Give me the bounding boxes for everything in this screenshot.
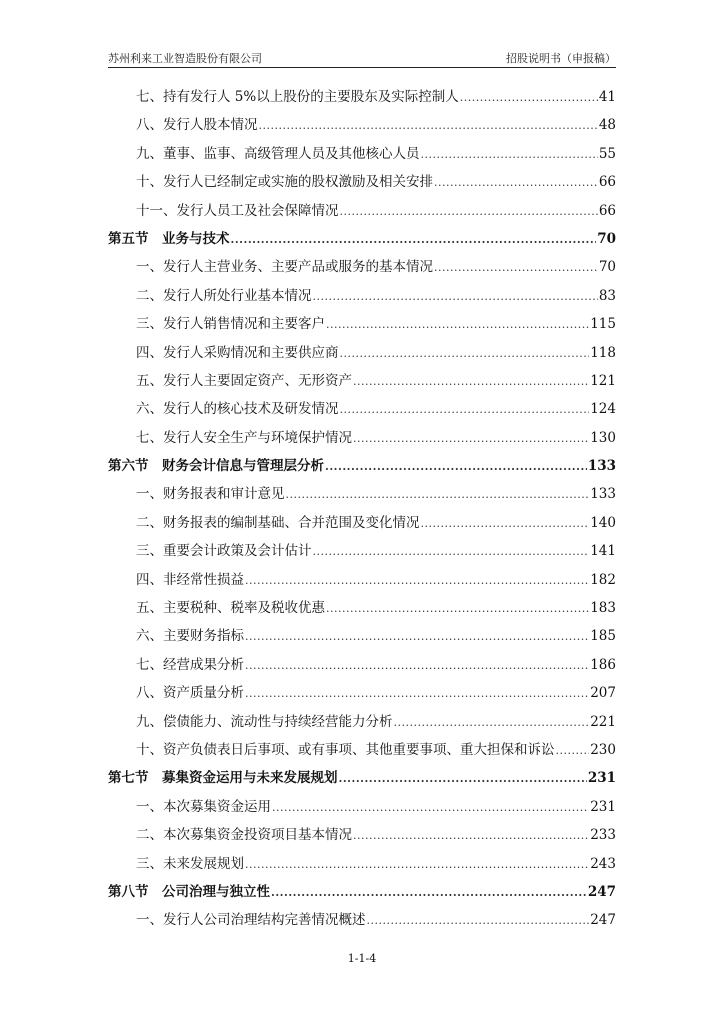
toc-entry-page-number: 66 <box>598 202 616 219</box>
toc-section-entry[interactable] <box>108 766 616 794</box>
dot-leader <box>272 799 589 815</box>
toc-entry-title: 六、主要财务指标 <box>136 628 244 645</box>
toc-entry-page-number: 233 <box>590 827 616 844</box>
toc-section-entry[interactable] <box>108 454 616 482</box>
toc-entry-title: 三、未来发展规划 <box>136 855 244 872</box>
dot-leader <box>245 628 589 644</box>
dot-leader <box>313 288 598 304</box>
toc-subsection-entry[interactable] <box>108 85 616 113</box>
toc-entry-page-number: 185 <box>590 628 616 645</box>
toc-subsection-entry[interactable] <box>108 568 616 596</box>
dot-leader <box>353 827 589 843</box>
toc-entry-title: 第八节 公司治理与独立性 <box>108 883 270 900</box>
toc-entry-title: 二、本次募集资金投资项目基本情况 <box>136 827 352 844</box>
toc-entry-page-number: 231 <box>587 770 616 787</box>
toc-entry-page-number: 70 <box>598 259 616 276</box>
toc-entry-page-number: 124 <box>590 401 616 418</box>
toc-entry-title: 六、发行人的核心技术及研发情况 <box>136 401 339 418</box>
toc-entry-title: 七、发行人安全生产与环境保护情况 <box>136 429 352 446</box>
toc-entry-title: 十、资产负债表日后事项、或有事项、其他重要事项、重大担保和诉讼 <box>136 741 555 758</box>
dot-leader <box>353 430 589 446</box>
dot-leader <box>434 259 598 275</box>
toc-entry-page-number: 183 <box>590 600 616 617</box>
toc-entry-title: 第七节 募集资金运用与未来发展规划 <box>108 770 338 787</box>
toc-subsection-entry[interactable] <box>108 142 616 170</box>
dot-leader <box>421 515 590 531</box>
toc-subsection-entry[interactable] <box>108 170 616 198</box>
dot-leader <box>460 89 598 105</box>
dot-leader <box>313 543 590 559</box>
dot-leader <box>421 146 598 162</box>
toc-section-entry[interactable] <box>108 227 616 255</box>
toc-entry-title: 七、经营成果分析 <box>136 656 244 673</box>
toc-entry-page-number: 141 <box>590 543 616 560</box>
toc-entry-title: 九、偿债能力、流动性与持续经营能力分析 <box>136 713 393 730</box>
dot-leader <box>245 856 589 872</box>
toc-subsection-entry[interactable] <box>108 539 616 567</box>
toc-subsection-entry[interactable] <box>108 681 616 709</box>
toc-entry-title: 四、非经常性损益 <box>136 571 244 588</box>
toc-entry-title: 第六节 财务会计信息与管理层分析 <box>108 458 324 475</box>
toc-entry-page-number: 207 <box>590 685 616 702</box>
dot-leader <box>325 458 587 474</box>
toc-entry-title: 一、本次募集资金运用 <box>136 798 271 815</box>
toc-entry-title: 三、重要会计政策及会计估计 <box>136 543 312 560</box>
dot-leader <box>340 345 590 361</box>
toc-entry-title: 二、发行人所处行业基本情况 <box>136 287 312 304</box>
toc-entry-title: 四、发行人采购情况和主要供应商 <box>136 344 339 361</box>
toc-subsection-entry[interactable] <box>108 397 616 425</box>
toc-entry-title: 五、发行人主要固定资产、无形资产 <box>136 372 352 389</box>
toc-entry-title: 八、发行人股本情况 <box>136 117 258 134</box>
toc-subsection-entry[interactable] <box>108 596 616 624</box>
toc-entry-page-number: 121 <box>590 372 616 389</box>
dot-leader <box>340 401 590 417</box>
page-header <box>108 50 616 68</box>
toc-subsection-entry[interactable] <box>108 823 616 851</box>
toc-entry-page-number: 130 <box>590 429 616 446</box>
toc-entry-title: 三、发行人销售情况和主要客户 <box>136 316 325 333</box>
toc-entry-page-number: 83 <box>598 287 616 304</box>
dot-leader <box>245 685 589 701</box>
toc-entry-title: 二、财务报表的编制基础、合并范围及变化情况 <box>136 514 420 531</box>
dot-leader <box>259 117 598 133</box>
toc-subsection-entry[interactable] <box>108 284 616 312</box>
toc-entry-page-number: 247 <box>587 883 616 900</box>
dot-leader <box>434 174 598 190</box>
toc-subsection-entry[interactable] <box>108 511 616 539</box>
toc-entry-title: 一、发行人公司治理结构完善情况概述 <box>136 912 366 929</box>
dot-leader <box>556 742 590 758</box>
dot-leader <box>245 572 589 588</box>
toc-entry-page-number: 41 <box>598 89 616 105</box>
toc-subsection-entry[interactable] <box>108 255 616 283</box>
dot-leader <box>286 486 590 502</box>
dot-leader <box>339 770 587 786</box>
toc-subsection-entry[interactable] <box>108 341 616 369</box>
dot-leader <box>367 912 590 928</box>
toc-entry-page-number: 247 <box>590 912 616 929</box>
dot-leader <box>340 203 598 219</box>
toc-entry-page-number: 133 <box>587 458 616 475</box>
toc-entry-title: 一、发行人主营业务、主要产品或服务的基本情况 <box>136 259 433 276</box>
toc-subsection-entry[interactable] <box>108 852 616 880</box>
toc-entry-page-number: 231 <box>590 798 616 815</box>
toc-subsection-entry[interactable] <box>108 312 616 340</box>
header-company-name: 苏州利来工业智造股份有限公司 <box>108 52 262 65</box>
toc-entry-title: 十、发行人已经制定或实施的股权激励及相关安排 <box>136 174 433 191</box>
toc-entry-page-number: 140 <box>590 514 616 531</box>
toc-entry-page-number: 70 <box>597 230 616 247</box>
toc-entry-title: 八、资产质量分析 <box>136 685 244 702</box>
toc-entry-title: 第五节 业务与技术 <box>108 230 230 247</box>
toc-subsection-entry[interactable] <box>108 908 616 936</box>
dot-leader <box>231 231 597 247</box>
toc-entry-page-number: 243 <box>590 855 616 872</box>
toc-entry-page-number: 55 <box>598 145 616 162</box>
toc-entry-page-number: 118 <box>590 344 616 361</box>
toc-subsection-entry[interactable] <box>108 710 616 738</box>
toc-entry-page-number: 221 <box>590 713 616 730</box>
toc-subsection-entry[interactable] <box>108 653 616 681</box>
toc-entry-page-number: 186 <box>590 656 616 673</box>
dot-leader <box>326 316 589 332</box>
toc-entry-title: 九、董事、监事、高级管理人员及其他核心人员 <box>136 145 420 162</box>
toc-subsection-entry[interactable] <box>108 624 616 652</box>
toc-entry-title: 五、主要税种、税率及税收优惠 <box>136 600 325 617</box>
toc-entry-title: 十一、发行人员工及社会保障情况 <box>136 202 339 219</box>
toc-subsection-entry[interactable] <box>108 113 616 141</box>
toc-entry-page-number: 133 <box>590 486 616 503</box>
toc-entry-title: 一、财务报表和审计意见 <box>136 486 285 503</box>
dot-leader <box>271 884 587 900</box>
toc-entry-page-number: 230 <box>590 741 616 758</box>
table-of-contents <box>108 85 616 937</box>
toc-entry-page-number: 48 <box>598 117 616 134</box>
header-document-type: 招股说明书（申报稿） <box>506 52 616 65</box>
toc-subsection-entry[interactable] <box>108 482 616 510</box>
toc-entry-page-number: 66 <box>598 174 616 191</box>
dot-leader <box>353 373 589 389</box>
toc-subsection-entry[interactable] <box>108 426 616 454</box>
toc-subsection-entry[interactable] <box>108 199 616 227</box>
page-number: 1-1-4 <box>347 952 377 965</box>
toc-entry-page-number: 115 <box>590 316 616 333</box>
dot-leader <box>326 600 589 616</box>
toc-subsection-entry[interactable] <box>108 369 616 397</box>
toc-section-entry[interactable] <box>108 880 616 908</box>
toc-entry-page-number: 182 <box>590 571 616 588</box>
header-divider <box>108 67 616 68</box>
dot-leader <box>245 657 589 673</box>
toc-subsection-entry[interactable] <box>108 795 616 823</box>
toc-entry-title: 七、持有发行人 5%以上股份的主要股东及实际控制人 <box>136 89 459 105</box>
dot-leader <box>394 714 590 730</box>
toc-subsection-entry[interactable] <box>108 738 616 766</box>
